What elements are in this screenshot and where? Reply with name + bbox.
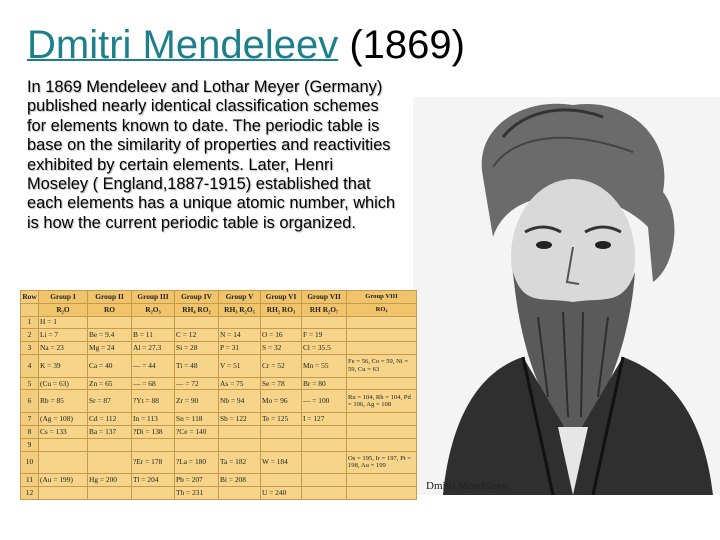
row-number-cell [21,303,39,316]
element-cell: P = 31 [219,342,261,355]
element-cell: W = 184 [261,451,302,474]
element-cell: Cd = 112 [88,413,132,426]
element-cell: ?Er = 178 [132,451,175,474]
element-cell: Group VI [261,291,302,304]
element-cell: ?Di = 138 [132,425,175,438]
row-number-cell: 7 [21,413,39,426]
element-cell: Group I [39,291,88,304]
element-cell: RO₄ [347,303,417,316]
element-cell: Group III [132,291,175,304]
element-cell: Mn = 55 [302,354,347,377]
element-cell [132,316,175,329]
element-cell [347,487,417,500]
element-cell: Pb = 207 [175,474,219,487]
element-cell [88,451,132,474]
element-cell: Group II [88,291,132,304]
title-year: (1869) [349,23,465,67]
element-cell [219,425,261,438]
element-cell: Hg = 200 [88,474,132,487]
element-cell: Be = 9.4 [88,329,132,342]
element-cell: RH R₂O₇ [302,303,347,316]
element-cell: Na = 23 [39,342,88,355]
row-number-cell: 10 [21,451,39,474]
table-row [21,425,417,438]
element-cell: V = 51 [219,354,261,377]
row-number-cell: Row [21,291,39,304]
table-row [21,316,417,329]
element-cell: N = 14 [219,329,261,342]
element-cell [39,438,88,451]
element-cell: I = 127 [302,413,347,426]
element-cell: Bi = 208 [219,474,261,487]
body-line: In 1869 Mendeleev and Lothar Meyer (Germany) [27,78,383,96]
element-cell: Ru = 104, Rh = 104, Pd = 106, Ag = 108 [347,390,417,413]
element-cell: O = 16 [261,329,302,342]
element-cell [261,425,302,438]
element-cell [132,487,175,500]
element-cell: Cl = 35.5 [302,342,347,355]
row-number-cell: 9 [21,438,39,451]
element-cell: As = 75 [219,377,261,390]
element-cell: Group VII [302,291,347,304]
periodic-table-grid [20,290,417,500]
element-cell: Li = 7 [39,329,88,342]
element-cell: In = 113 [132,413,175,426]
element-cell [219,487,261,500]
element-cell: Tl = 204 [132,474,175,487]
element-cell: K = 39 [39,354,88,377]
body-line: Moseley ( England,1887-1915) established that [27,175,371,194]
body-line: for elements known to date. The periodic table is [27,116,380,135]
element-cell: — = 100 [302,390,347,413]
element-cell [132,438,175,451]
element-cell: Zr = 90 [175,390,219,413]
element-cell [302,474,347,487]
element-cell: Ti = 48 [175,354,219,377]
element-cell: Group V [219,291,261,304]
element-cell [219,316,261,329]
table-row [21,487,417,500]
element-cell [347,377,417,390]
element-cell: — = 68 [132,377,175,390]
row-number-cell: 2 [21,329,39,342]
element-cell [175,438,219,451]
element-cell: — = 44 [132,354,175,377]
element-cell: RO [88,303,132,316]
element-cell: Si = 28 [175,342,219,355]
slide-title [27,22,465,68]
element-cell: Nb = 94 [219,390,261,413]
element-cell: Rb = 85 [39,390,88,413]
row-number-cell: 6 [21,390,39,413]
element-cell [175,316,219,329]
element-cell [347,438,417,451]
element-cell: Os = 195, Ir = 197, Pt = 198, Au = 199 [347,451,417,474]
element-cell [347,316,417,329]
element-cell: Br = 80 [302,377,347,390]
element-cell [302,316,347,329]
body-line: base on the similarity of properties and reactivities [27,136,391,155]
element-cell: ?La = 180 [175,451,219,474]
element-cell [302,425,347,438]
element-cell: — = 72 [175,377,219,390]
element-cell [347,413,417,426]
element-cell [88,316,132,329]
table-row [21,342,417,355]
row-number-cell: 5 [21,377,39,390]
element-cell: Cr = 52 [261,354,302,377]
table-row [21,329,417,342]
element-cell [88,487,132,500]
element-cell: F = 19 [302,329,347,342]
element-cell: R₂O [39,303,88,316]
element-cell: C = 12 [175,329,219,342]
row-number-cell: 1 [21,316,39,329]
element-cell: Sr = 87 [88,390,132,413]
mendeleev-portrait [413,97,720,495]
element-cell [302,487,347,500]
element-cell: Te = 125 [261,413,302,426]
element-cell: Zn = 65 [88,377,132,390]
element-cell: Ba = 137 [88,425,132,438]
table-row [21,413,417,426]
table-row [21,390,417,413]
group-header-row [21,291,417,304]
element-cell: Cs = 133 [39,425,88,438]
element-cell: Th = 231 [175,487,219,500]
element-cell [347,474,417,487]
body-line: each elements has a unique atomic number, which [27,194,396,213]
row-number-cell: 3 [21,342,39,355]
element-cell: Al = 27.3 [132,342,175,355]
element-cell: Fe = 56, Co = 59, Ni = 59, Cu = 63 [347,354,417,377]
formula-header-row [21,303,417,316]
element-cell: (Cu = 63) [39,377,88,390]
row-number-cell: 8 [21,425,39,438]
table-row [21,354,417,377]
body-paragraph [27,78,437,233]
element-cell [261,438,302,451]
element-cell: U = 240 [261,487,302,500]
element-cell: Se = 78 [261,377,302,390]
element-cell: Group IV [175,291,219,304]
body-line: published nearly identical classification schemes [27,97,379,116]
element-cell: RH₂ RO₃ [261,303,302,316]
element-cell [302,438,347,451]
element-cell [347,342,417,355]
element-cell [261,474,302,487]
portrait-caption: Dmitri Mendeleev. [426,480,509,492]
body-line: exhibited by certain elements. Later, Henri [27,155,334,174]
element-cell: B = 11 [132,329,175,342]
table-row [21,451,417,474]
element-cell: S = 32 [261,342,302,355]
element-cell [347,425,417,438]
element-cell [261,316,302,329]
element-cell: H = 1 [39,316,88,329]
element-cell: (Ag = 108) [39,413,88,426]
table-row [21,438,417,451]
table-row [21,377,417,390]
mendeleev-periodic-table [20,290,416,500]
element-cell: RH₄ RO₂ [175,303,219,316]
element-cell: ?Yt = 88 [132,390,175,413]
element-cell: RH₃ R₂O₅ [219,303,261,316]
body-line: is how the current periodic table is organized. [27,213,356,232]
element-cell: Group VIII [347,291,417,304]
element-cell: ?Ce = 140 [175,425,219,438]
element-cell: Sn = 118 [175,413,219,426]
element-cell: (Au = 199) [39,474,88,487]
element-cell: Ta = 182 [219,451,261,474]
element-cell [347,329,417,342]
element-cell [39,487,88,500]
element-cell: Ca = 40 [88,354,132,377]
element-cell: Mo = 96 [261,390,302,413]
element-cell: R₂O₃ [132,303,175,316]
table-row [21,474,417,487]
element-cell [39,451,88,474]
row-number-cell: 12 [21,487,39,500]
element-cell [302,451,347,474]
element-cell [88,438,132,451]
element-cell: Sb = 122 [219,413,261,426]
row-number-cell: 4 [21,354,39,377]
element-cell: Mg = 24 [88,342,132,355]
element-cell [219,438,261,451]
title-link[interactable]: Dmitri Mendeleev [27,23,339,67]
row-number-cell: 11 [21,474,39,487]
